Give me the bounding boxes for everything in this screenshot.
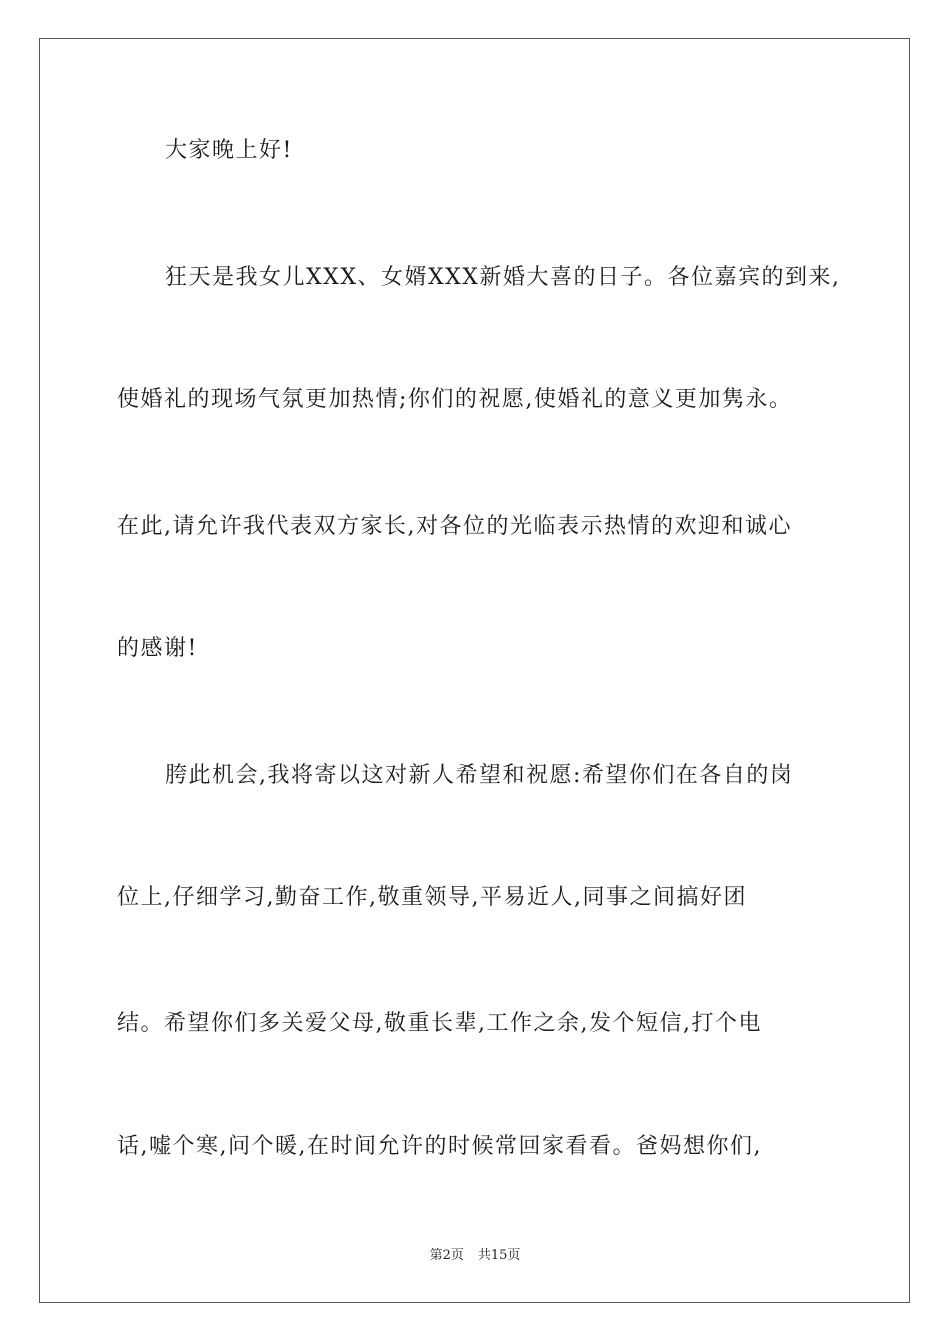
paragraph-2-line-1: 胯此机会,我将寄以这对新人希望和祝愿:希望你们在各自的岗 (165, 763, 794, 788)
paragraph-2-line-4: 话,嘘个寒,问个暖,在时间允许的时候常回家看看。爸妈想你们, (117, 1134, 762, 1159)
paragraph-1-line-4: 的感谢! (117, 636, 198, 661)
greeting-line: 大家晚上好! (165, 138, 293, 163)
paragraph-1-line-2: 使婚礼的现场气氛更加热情;你们的祝愿,使婚礼的意义更加隽永。 (117, 387, 793, 412)
page-total: 共15页 (477, 1248, 521, 1263)
paragraph-1-line-3: 在此,请允许我代表双方家长,对各位的光临表示热情的欢迎和诚心 (117, 514, 792, 539)
paragraph-2-line-3: 结。希望你们多关爱父母,敬重长辈,工作之余,发个短信,打个电 (117, 1011, 762, 1036)
page-footer (0, 1247, 950, 1265)
page-number: 第2页 (429, 1248, 464, 1263)
paragraph-1-line-1: 狂天是我女儿XXX、女婿XXX新婚大喜的日子。各位嘉宾的到来, (165, 265, 841, 290)
paragraph-2-line-2: 位上,仔细学习,勤奋工作,敬重领导,平易近人,同事之间搞好团 (117, 885, 747, 910)
page-frame (39, 38, 910, 1303)
